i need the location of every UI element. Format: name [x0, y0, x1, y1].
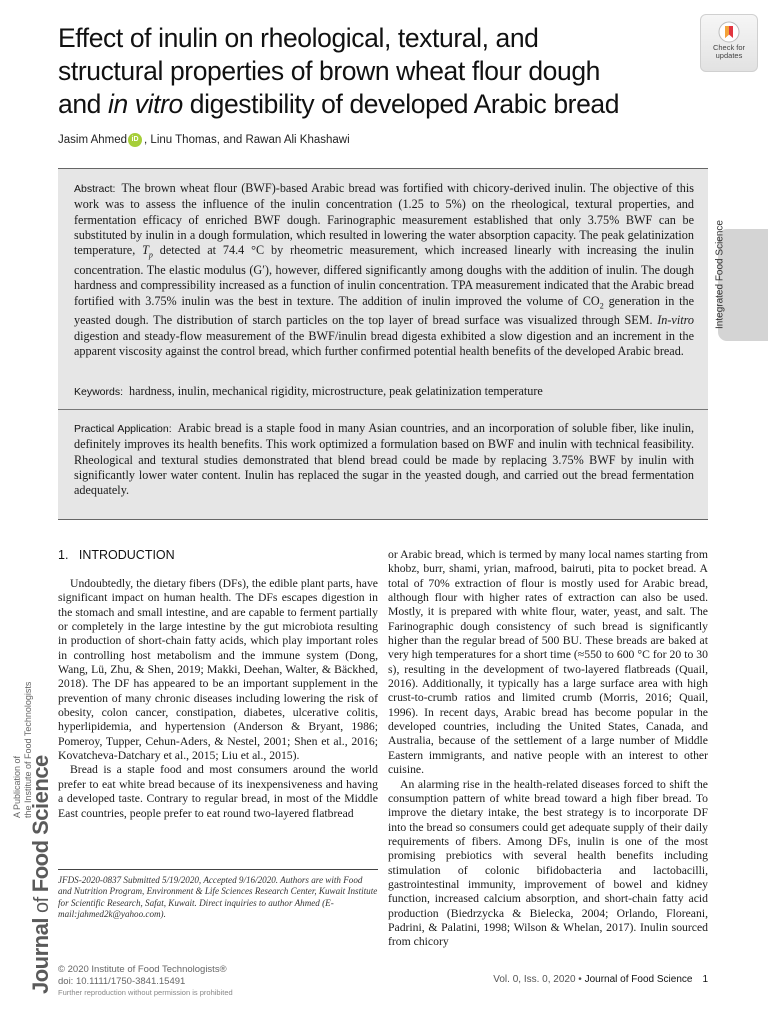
section-number: 1.	[58, 548, 69, 562]
section-heading	[58, 548, 175, 562]
badge-line-2: updates	[715, 51, 743, 60]
left-paragraph-1: Undoubtedly, the dietary fibers (DFs), the edible plant parts, have significant impact on human health. The DFs escapes digestion in the stomach and small intestine, and are capable to ferment partially or completely in the large intestine by the gut microbiota resulting in production of short-chain fatty acids, which play important roles in controlling host metabolism and the immune system (Dong, Wang, Lü, Zhu, & Shen, 2019; Makki, Deehan, Walter, & Bäckhed, 2018). The DF has appeared to be an important supplement in the prevention of many chronic diseases including lowering the risk of obesity, colon cancer, constipation, diabetes, ulcerative colitis, hyperlipidemia, and hypertension (Anderson & Bryant, 1986; Pomeroy, Tupper, Cehun-Aders, & Nestel, 2001; Shen et al., 2016; Kovatcheva-Datchary et al., 2015; Liu et al., 2015).	[58, 577, 378, 763]
tp-subscript: p	[148, 250, 153, 260]
title-line-3-end: digestibility of developed Arabic bread	[182, 89, 620, 119]
abstract	[74, 181, 694, 359]
page-number: 1	[702, 974, 708, 985]
spine-journal: Journal	[28, 918, 53, 994]
body-right-column	[388, 548, 708, 950]
reproduction-notice: Further reproduction without permission is prohibited	[58, 988, 233, 997]
keywords	[74, 384, 694, 400]
section-title: INTRODUCTION	[78, 548, 175, 562]
right-paragraph-1: or Arabic bread, which is termed by many local names starting from khobz, burr, shami, yrian, mafrood, bairuti, pita to pocket bread. A total of 70% extraction of flour is mostly used for Arabic bread, although flour with higher rates of extraction can also be used. Mostly, it is prepared with white flour, water, yeast, and salt. The Farinographic dough consistency of such bread is significantly higher than the regular bread of 500 BU. These breads are baked at very high temperatures for a short time (≈550 to 600 °C for 20 to 30 s), resulting in the development of two-layered flatbreads (Quail, 2016). Additionally, it typically has a large surface area with high crust-to-crumb ratios and limited crumb (Morris, 2016; Quail, 1996). In recent days, Arabic bread has become popular in the developed countries, including the United States, Canada, and Australia, because of the settlement of a large number of Middle Eastern immigrants, and native people with an interest to other cuisine.	[388, 548, 708, 777]
abstract-italic: In-vitro	[657, 313, 694, 328]
title-line-2: structural properties of brown wheat flour dough	[58, 56, 601, 86]
keywords-label: Keywords:	[74, 386, 124, 398]
orcid-icon[interactable]: iD	[128, 133, 142, 147]
publisher-line-1: A Publication of	[12, 755, 22, 818]
practical-application	[74, 421, 694, 498]
practical-label: Practical Application:	[74, 423, 172, 435]
tp-symbol: T	[142, 243, 149, 258]
abstract-divider	[58, 409, 708, 410]
title-line-3	[58, 88, 698, 121]
author-list	[58, 133, 350, 147]
footnote-rule	[58, 869, 378, 870]
abstract-text-3: generation in the yeasted dough. The distribution of starch particles on the top layer of bread surface was visualized through SEM.	[74, 293, 695, 328]
copyright-block	[58, 964, 233, 999]
check-for-updates-badge[interactable]	[700, 14, 758, 72]
journal-spine-logo	[28, 755, 54, 994]
volume-info: Vol. 0, Iss. 0, 2020	[493, 974, 576, 985]
section-side-tab	[718, 229, 768, 341]
abstract-label: Abstract:	[74, 183, 116, 195]
side-tab-label: Integrated Food Science	[714, 220, 726, 329]
spine-of: of	[31, 892, 53, 919]
author-first[interactable]: Jasim Ahmed	[58, 134, 128, 146]
practical-text: Arabic bread is a staple food in many Asian countries, and an incorporation of soluble fiber, like inulin, definitely improves its health benefits. This work optimized a formulation based on BWF and inulin with technical feasibility. Rheological and textural studies demonstrated that blend bread could be made by replacing 3.75% BWF by inulin with significantly lower water content. Inulin has replaced the sugar in the yeasted dough, and carried out the bread fermentation adequately.	[74, 421, 694, 498]
copyright-line: © 2020 Institute of Food Technologists®	[58, 964, 227, 975]
bookmark-icon	[718, 21, 740, 43]
badge-line-1: Check for	[712, 43, 746, 52]
abstract-text-4: digestion and steady-flow measurement of the BWF/inulin bread digesta exhibited a slow digestion and an increment in the apparent viscosity against the control bread, which further confirmed potential health benefits of the developed Arabic bread.	[74, 328, 694, 358]
abstract-text-2: detected at 74.4 °C by rheometric measurement, which increased linearly with increasing the inulin concentration. The elastic modulus (G′), however, differed significantly among doughs with the addition of inulin. The dough hardness and compressibility increased as a function of inulin concentration. TPA measurement indicated that the Arabic bread fortified with 3.75% inulin was the best in texture. The addition of inulin improved the volume of CO	[74, 243, 694, 308]
keywords-text: hardness, inulin, mechanical rigidity, microstructure, peak gelatinization temperature	[129, 384, 543, 398]
right-paragraph-2: An alarming rise in the health-related diseases forced to shift the consumption pattern of white bread toward a high fiber bread. To improve the dietary intake, the best strategy is to incorporate DF into the bread so consumers could get adequate supply of their daily requirements of fibers. Among DFs, inulin is one of the most promising prebiotics with several health benefits including stimulation of colonic bifidobacteria and lactobacilli, gastrointestinal immunity, improvement of bowel and kidney function, increased calcium absorption, and short-chain fatty acid production (Biedrzycka & Bielecka, 2004; Orlando, Floreani, Padrini, & Palatini, 1998; Wilson & Whelan, 2017). Inulin sourced from chicory	[388, 777, 708, 949]
spine-name: Food Science	[28, 755, 53, 893]
article-title	[58, 22, 698, 121]
footer-bullet: •	[575, 974, 585, 985]
doi-link[interactable]: doi: 10.1111/1750-3841.15491	[58, 975, 186, 987]
title-line-3-start: and	[58, 89, 108, 119]
badge-label	[701, 44, 757, 60]
footnote: JFDS-2020-0837 Submitted 5/19/2020, Accepted 9/16/2020. Authors are with Food and Nutrition Program, Environment & Life Sciences Research Center, Kuwait Institute for Scientific Research, Safat, Kuwait. Direct inquiries to author Ahmed (E-mail:jahmed2k@yahoo.com).	[58, 875, 378, 920]
title-line-1: Effect of inulin on rheological, textural, and	[58, 23, 539, 53]
author-others: , Linu Thomas, and Rawan Ali Khashawi	[144, 134, 350, 146]
abstract-text-1: The brown wheat flour (BWF)-based Arabic bread was fortified with chicory-derived inulin. The objective of this work was to assess the influence of the inulin concentration (1.25 to 5%) on the rheological, textural properties, and fermentation efficacy of enriched BWF dough. Farinographic measurement established that only 3.75% BWF can be substituted by inulin in a dough formulation, which resulted in lowering the water absorption capacity. The peak gelatinization temperature,	[74, 181, 694, 258]
title-italic: in vitro	[107, 89, 183, 119]
footer-journal: Journal of Food Science	[584, 974, 693, 985]
co2-subscript: 2	[599, 300, 604, 310]
left-paragraph-2: Bread is a staple food and most consumers around the world prefer to eat white bread because of its inexpensiveness and having a developed taste. Contrary to regular bread, in most of the Middle East countries, people prefer to eat round two-layered flatbread	[58, 763, 378, 820]
publisher-line-2: the Institute of Food Technologists	[23, 681, 33, 818]
body-left-column	[58, 577, 378, 821]
page-footer	[440, 974, 708, 985]
